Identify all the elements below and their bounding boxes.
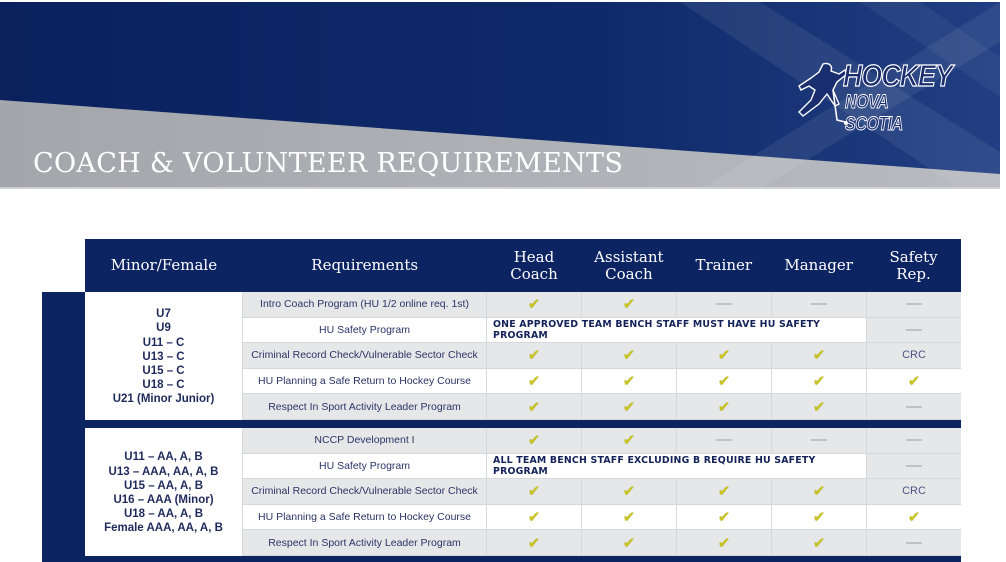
checkmark-icon: ✔	[812, 482, 826, 501]
division-list	[85, 428, 242, 556]
division-label: U16 – AAA (Minor)	[113, 493, 214, 506]
division-label: U15 – AA, A, B	[123, 479, 203, 492]
trainer-cell	[676, 292, 771, 318]
dash-icon	[811, 303, 827, 305]
checkmark-icon: ✔	[907, 372, 921, 391]
checkmark-icon: ✔	[812, 372, 826, 391]
checkmark-icon: ✔	[527, 482, 541, 501]
checkmark-icon: ✔	[717, 397, 731, 416]
left-accent-band	[42, 292, 86, 562]
checkmark-icon: ✔	[622, 372, 636, 391]
requirement-name: NCCP Development I	[242, 428, 486, 454]
checkmark-icon: ✔	[812, 346, 826, 365]
trainer-cell	[676, 369, 771, 395]
table-body	[85, 292, 961, 562]
header-safety-rep: Safety Rep.	[889, 247, 938, 283]
dash-icon	[716, 303, 732, 305]
safety-cell	[866, 428, 961, 454]
crc-label: CRC	[902, 349, 926, 362]
trainer-cell	[676, 479, 771, 505]
dash-icon	[716, 439, 732, 441]
requirement-name: Criminal Record Check/Vulnerable Sector Check	[242, 343, 486, 369]
header-manager: Manager	[784, 256, 853, 274]
checkmark-icon: ✔	[622, 295, 636, 314]
dash-icon	[906, 329, 922, 331]
head-cell	[486, 343, 581, 369]
checkmark-icon: ✔	[527, 295, 541, 314]
dash-icon	[811, 439, 827, 441]
logo-text-nova-scotia: NOVA SCOTIA	[845, 92, 903, 135]
head-cell	[486, 505, 581, 531]
head-cell	[486, 394, 581, 420]
manager-cell	[771, 505, 866, 531]
checkmark-icon: ✔	[622, 431, 636, 450]
manager-cell	[771, 369, 866, 395]
table-row	[242, 479, 961, 505]
head-cell	[486, 292, 581, 318]
division-label: U21 (Minor Junior)	[112, 393, 215, 406]
table-row	[242, 428, 961, 454]
header-minor-female: Minor/Female	[110, 256, 218, 274]
hockey-nova-scotia-logo	[793, 58, 963, 135]
requirement-name: Respect In Sport Activity Leader Program	[242, 530, 486, 556]
group-divider	[85, 420, 961, 428]
checkmark-icon: ✔	[622, 533, 636, 552]
checkmark-icon: ✔	[527, 508, 541, 527]
requirement-name: Criminal Record Check/Vulnerable Sector Check	[242, 479, 486, 505]
requirement-name: HU Safety Program	[242, 318, 486, 344]
checkmark-icon: ✔	[527, 431, 541, 450]
logo-text-hockey: HOCKEY	[843, 58, 952, 93]
assistant-cell	[581, 369, 676, 395]
assistant-cell	[581, 479, 676, 505]
checkmark-icon: ✔	[622, 482, 636, 501]
assistant-cell	[581, 505, 676, 531]
checkmark-icon: ✔	[717, 372, 731, 391]
manager-cell	[771, 479, 866, 505]
trainer-cell	[676, 505, 771, 531]
division-label: U9	[156, 322, 171, 335]
header-trainer: Trainer	[695, 256, 753, 274]
page-title: COACH & VOLUNTEER REQUIREMENTS	[33, 148, 624, 179]
header-requirements: Requirements	[311, 256, 419, 274]
head-cell	[486, 479, 581, 505]
division-label: U18 – C	[142, 379, 185, 392]
requirement-name: Respect In Sport Activity Leader Program	[242, 394, 486, 420]
head-cell	[486, 428, 581, 454]
division-label: U13 – C	[142, 350, 185, 363]
crc-label: CRC	[902, 485, 926, 498]
dash-icon	[906, 406, 922, 408]
table-row	[242, 369, 961, 395]
safety-cell	[866, 479, 961, 505]
safety-cell	[866, 394, 961, 420]
checkmark-icon: ✔	[812, 533, 826, 552]
trainer-cell	[676, 428, 771, 454]
safety-cell	[866, 530, 961, 556]
header-assistant-coach: Assistant Coach	[594, 247, 664, 283]
requirement-name: HU Safety Program	[242, 454, 486, 480]
dash-icon	[906, 542, 922, 544]
assistant-cell	[581, 530, 676, 556]
safety-cell	[866, 369, 961, 395]
requirements-table	[85, 239, 961, 562]
trainer-cell	[676, 394, 771, 420]
checkmark-icon: ✔	[527, 397, 541, 416]
table-row	[242, 454, 961, 480]
manager-cell	[771, 394, 866, 420]
dash-icon	[906, 303, 922, 305]
checkmark-icon: ✔	[812, 508, 826, 527]
table-row	[242, 292, 961, 318]
checkmark-icon: ✔	[527, 372, 541, 391]
checkmark-icon: ✔	[622, 346, 636, 365]
table-row	[242, 318, 961, 344]
checkmark-icon: ✔	[527, 533, 541, 552]
table-row	[242, 343, 961, 369]
checkmark-icon: ✔	[717, 482, 731, 501]
manager-cell	[771, 530, 866, 556]
safety-cell	[866, 454, 961, 480]
safety-cell	[866, 318, 961, 344]
assistant-cell	[581, 292, 676, 318]
head-cell	[486, 530, 581, 556]
dash-icon	[906, 439, 922, 441]
checkmark-icon: ✔	[717, 533, 731, 552]
checkmark-icon: ✔	[907, 508, 921, 527]
table-row	[242, 394, 961, 420]
division-label: U18 – AA, A, B	[123, 508, 203, 521]
checkmark-icon: ✔	[717, 346, 731, 365]
assistant-cell	[581, 428, 676, 454]
manager-cell	[771, 343, 866, 369]
table-bottom-bar	[85, 556, 961, 562]
checkmark-icon: ✔	[812, 397, 826, 416]
safety-cell	[866, 292, 961, 318]
requirement-name: HU Planning a Safe Return to Hockey Course	[242, 369, 486, 395]
checkmark-icon: ✔	[717, 508, 731, 527]
division-group	[85, 292, 961, 420]
requirement-note: ONE APPROVED TEAM BENCH STAFF MUST HAVE HU SAFETY PROGRAM	[486, 318, 866, 344]
checkmark-icon: ✔	[622, 508, 636, 527]
manager-cell	[771, 292, 866, 318]
checkmark-icon: ✔	[527, 346, 541, 365]
assistant-cell	[581, 394, 676, 420]
table-row	[242, 530, 961, 556]
requirement-name: HU Planning a Safe Return to Hockey Course	[242, 505, 486, 531]
division-label: U11 – AA, A, B	[124, 451, 203, 464]
table-header	[85, 239, 961, 292]
division-label: U15 – C	[142, 365, 185, 378]
division-label: U13 – AAA, AA, A, B	[108, 465, 219, 478]
header-banner	[0, 2, 1000, 189]
manager-cell	[771, 428, 866, 454]
header-head-coach: Head Coach	[510, 247, 558, 283]
requirement-note: ALL TEAM BENCH STAFF EXCLUDING B REQUIRE HU SAFETY PROGRAM	[486, 454, 866, 480]
trainer-cell	[676, 530, 771, 556]
table-row	[242, 505, 961, 531]
division-label: U7	[156, 308, 171, 321]
assistant-cell	[581, 343, 676, 369]
checkmark-icon: ✔	[622, 397, 636, 416]
division-label: Female AAA, AA, A, B	[104, 522, 223, 535]
division-label: U11 – C	[142, 336, 185, 349]
requirement-name: Intro Coach Program (HU 1/2 online req. 1st)	[242, 292, 486, 318]
dash-icon	[906, 465, 922, 467]
safety-cell	[866, 343, 961, 369]
head-cell	[486, 369, 581, 395]
safety-cell	[866, 505, 961, 531]
trainer-cell	[676, 343, 771, 369]
division-group	[85, 428, 961, 556]
division-list	[85, 292, 242, 420]
